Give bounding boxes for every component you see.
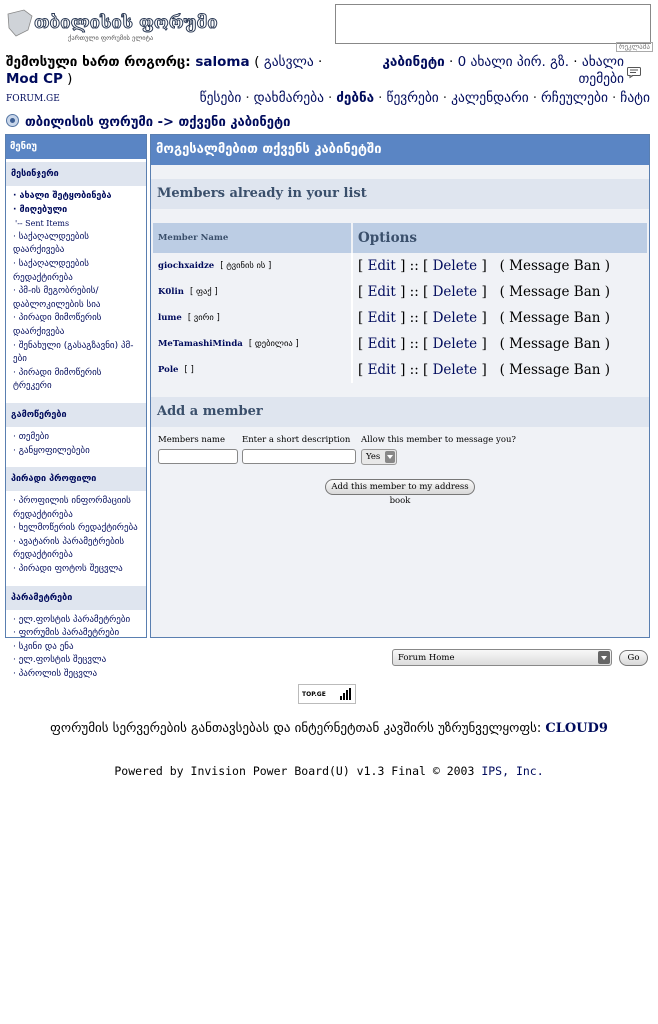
nav-calendar[interactable]: კალენდარი [451, 90, 529, 106]
chevron-down-icon [598, 651, 610, 664]
main-title: მოგესალმებით თქვენს კაბინეტში [151, 135, 649, 165]
sidebar-item-new-message[interactable]: · ახალი შეტყობინება [13, 191, 112, 201]
cabinet-link[interactable]: კაბინეტი [382, 54, 445, 70]
message-icon[interactable] [627, 63, 641, 74]
sidebar-item-edit-folders[interactable]: · საქაღალდეების რედაქტირება [13, 258, 89, 283]
member-name-link[interactable]: MeTamashiMinda [158, 339, 243, 349]
topge-counter[interactable] [298, 684, 356, 704]
sponsor-link[interactable]: CLOUD9 [545, 721, 608, 736]
ips-link[interactable]: IPS, Inc. [481, 764, 544, 778]
list-heading: Members already in your list [151, 179, 649, 209]
mod-cp-link[interactable]: Mod CP [6, 71, 63, 87]
sidebar-section-options: პარამეტრები [6, 586, 146, 610]
column-member-name: Member Name [153, 223, 352, 253]
add-member-form [151, 427, 649, 517]
delete-link[interactable]: Delete [432, 310, 478, 326]
member-desc: [ ] [184, 365, 194, 375]
sidebar-item-edit-profile[interactable]: · პროფილის ინფორმაციის რედაქტირება [13, 496, 131, 520]
breadcrumb-forum[interactable]: თბილისის ფორუმი [25, 115, 154, 130]
sponsor-text: ფორუმის სერვერების განთავსებას და ინტერნეტთან კავშირს უზრუნველყოფს: [50, 721, 542, 736]
logo-title: თბილისის ფორუმი [34, 13, 218, 33]
sidebar-item-pm-tracker[interactable]: · პირადი მიმოწერის ტრეკერი [13, 367, 102, 392]
nav-search[interactable]: ძებნა [336, 90, 375, 106]
member-name-link[interactable]: lume [158, 313, 182, 323]
edit-link[interactable]: Edit [367, 310, 396, 326]
edit-link[interactable]: Edit [367, 258, 396, 274]
message-ban-link[interactable]: Message Ban [509, 336, 601, 352]
table-row: MeTamashiMinda [ დებილია ] [ Edit ] :: [ Delete ] ( Message Ban ) [153, 331, 647, 357]
powered-text: Powered by Invision Power Board(U) v1.3 Final © 2003 [114, 764, 475, 778]
user-links: კაბინეტი · 0 ახალი პირ. გზ. · ახალი თემები [382, 54, 624, 87]
new-topics-link[interactable]: ახალი თემები [578, 54, 624, 87]
topge-label: TOP.GE [302, 691, 326, 698]
sidebar-section-messenger: მესინჯერი [6, 162, 146, 186]
member-name-link[interactable]: giochxaidze [158, 261, 215, 271]
member-name-label: Members name [158, 435, 226, 445]
nav-chat[interactable]: ჩატი [620, 90, 650, 106]
delete-link[interactable]: Delete [432, 336, 478, 352]
sidebar-item-archive-folders[interactable]: · საქაღალდეების დაარქივება [13, 231, 89, 256]
sidebar-item-change-password[interactable]: · პაროლის შეცვლა [13, 669, 98, 680]
message-ban-link[interactable]: Message Ban [509, 258, 601, 274]
description-input[interactable] [242, 449, 356, 464]
table-row: giochxaidze [ ტვინის ის ] [ Edit ] :: [ Delete ] ( Message Ban ) [153, 253, 647, 279]
sidebar-item-buddy-list[interactable]: · პმ-ის მეგობრების/ დაბლოკილების სია [13, 286, 101, 310]
contacts-table [153, 223, 647, 383]
forum-jump-select[interactable] [392, 649, 612, 666]
sidebar-item-topics[interactable]: · თემები [13, 431, 50, 442]
logout-link[interactable]: გასვლა [263, 54, 314, 70]
sidebar-item-archive-messages[interactable]: · პირადი მიმოწერის დაარქივება [13, 313, 102, 337]
table-row: K0lin [ ფაქ ] [ Edit ] :: [ Delete ] ( Message Ban ) [153, 279, 647, 305]
member-desc: [ დებილია ] [248, 339, 299, 349]
allow-message-value: Yes [366, 452, 381, 462]
edit-link[interactable]: Edit [367, 336, 396, 352]
allow-message-label: Allow this member to message you? [361, 435, 516, 445]
delete-link[interactable]: Delete [432, 258, 478, 274]
login-status: შემოსული ხართ როგორც: saloma ( გასვლა · Mod CP ) [6, 54, 323, 87]
delete-link[interactable]: Delete [432, 284, 478, 300]
breadcrumb [6, 114, 290, 130]
breadcrumb-arrow: -> [157, 115, 174, 130]
new-pm-link[interactable]: 0 ახალი პირ. გზ. [457, 54, 569, 70]
member-name-input[interactable] [158, 449, 238, 464]
message-ban-link[interactable]: Message Ban [509, 310, 601, 326]
sidebar-item-inbox[interactable]: · მიღებული [13, 204, 68, 215]
login-prefix: შემოსული ხართ როგორც: [6, 54, 191, 70]
sidebar-item-change-photo[interactable]: · პირადი ფოტოს შეცვლა [13, 564, 123, 575]
go-button[interactable]: Go [619, 650, 648, 666]
bar-chart-icon [339, 688, 351, 700]
chevron-down-icon [385, 451, 395, 463]
delete-link[interactable]: Delete [432, 362, 478, 378]
sponsor-line [0, 721, 658, 736]
column-options: Options [352, 223, 647, 253]
sidebar-menu [5, 134, 147, 680]
member-desc: [ ტვინის ის ] [220, 261, 272, 271]
table-row: lume [ ვირი ] [ Edit ] :: [ Delete ] ( Message Ban ) [153, 305, 647, 331]
nav-favorites[interactable]: რჩეულები [541, 90, 608, 106]
ad-label: რეკლამა [616, 42, 653, 52]
member-desc: [ ფაქ ] [189, 287, 218, 297]
sidebar-item-edit-signature[interactable]: · ხელმოწერის რედაქტირება [13, 523, 138, 534]
edit-link[interactable]: Edit [367, 284, 396, 300]
nav-bullet-icon [6, 114, 19, 127]
message-ban-link[interactable]: Message Ban [509, 362, 601, 378]
forum-jump-value: Forum Home [398, 653, 455, 663]
powered-by [0, 764, 658, 778]
logo-subtitle: ქართული ფორუმის ელიტა [68, 34, 154, 42]
username-link[interactable]: saloma [195, 54, 250, 70]
member-name-link[interactable]: K0lin [158, 287, 184, 297]
sidebar-item-change-email[interactable]: · ელ.ფოსტის შეცვლა [13, 655, 107, 666]
member-name-link[interactable]: Pole [158, 365, 179, 375]
sidebar-item-skin-language[interactable]: · სკინი და ენა [13, 641, 74, 652]
sidebar-title: მენიუ [6, 135, 146, 159]
ad-banner[interactable] [335, 4, 651, 44]
add-member-heading: Add a member [151, 397, 649, 427]
message-ban-link[interactable]: Message Ban [509, 284, 601, 300]
sidebar-item-sent[interactable]: '-- Sent Items [15, 219, 70, 229]
sidebar-section-subscriptions: გამოწერები [6, 403, 146, 427]
table-row: Pole [ ] [ Edit ] :: [ Delete ] ( Message Ban ) [153, 357, 647, 383]
nav-members[interactable]: წევრები [386, 90, 439, 106]
member-desc: [ ვირი ] [187, 313, 220, 323]
sidebar-item-edit-avatar[interactable]: · ავატარის პარამეტრების რედაქტირება [13, 536, 125, 561]
nav-help[interactable]: დახმარება [253, 90, 324, 106]
forum-logo[interactable] [6, 6, 218, 48]
description-label: Enter a short description [242, 435, 351, 445]
breadcrumb-page[interactable]: თქვენი კაბინეტი [178, 115, 291, 130]
site-name[interactable]: FORUM.GE [6, 94, 60, 104]
sidebar-item-email-settings[interactable]: · ელ.ფოსტის პარამეტრები [13, 614, 131, 625]
edit-link[interactable]: Edit [367, 362, 396, 378]
sidebar-item-saved-pm[interactable]: · შენახული (გასაგზავნი) პმ-ები [13, 340, 134, 365]
sidebar-section-profile: პირადი პროფილი [6, 467, 146, 491]
main-panel [150, 134, 650, 638]
sidebar-item-board-settings[interactable]: · ფორუმის პარამეტრები [13, 628, 120, 639]
allow-message-select[interactable] [361, 449, 397, 465]
top-navigation: წესები · დახმარება · ძებნა · წევრები · კალენდარი · რჩეულები · ჩატი [199, 90, 650, 106]
sidebar-item-forums[interactable]: · განყოფილებები [13, 445, 90, 456]
add-member-button[interactable]: Add this member to my address book [325, 479, 475, 495]
nav-rules[interactable]: წესები [199, 90, 242, 106]
